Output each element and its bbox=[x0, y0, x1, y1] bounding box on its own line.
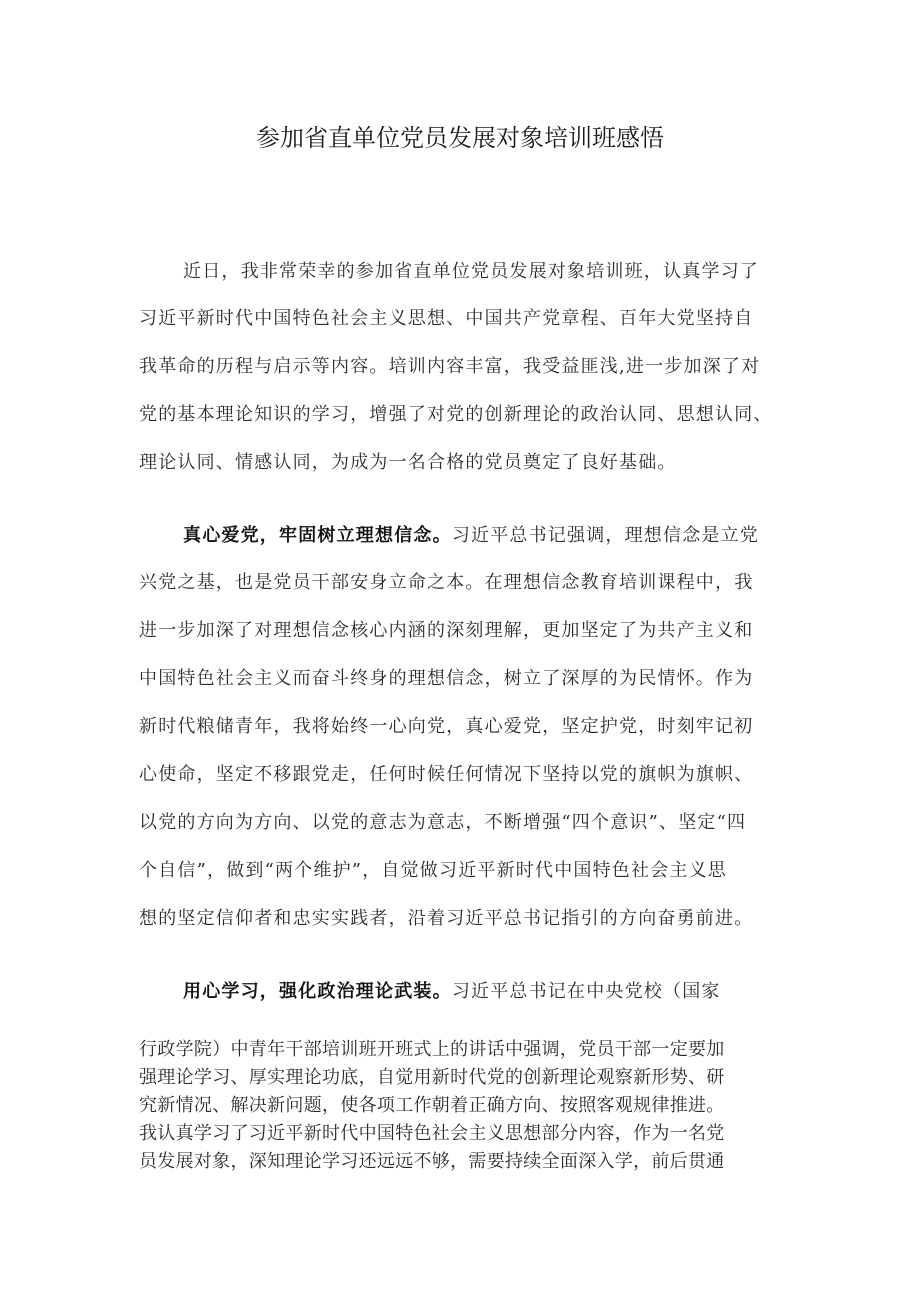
section-heading: 真心爱党，牢固树立理想信念。 bbox=[183, 525, 452, 546]
text-line: 以党的方向为方向、以党的意志为意志，不断增强“四个意识”、坚定“四 bbox=[139, 812, 747, 833]
text-line: 个自信”，做到“两个维护”，自觉做习近平新时代中国特色社会主义思 bbox=[139, 860, 728, 881]
text-line: 究新情况、解决新问题，使各项工作朝着正确方向、按照客观规律推进。 bbox=[139, 1095, 725, 1116]
text-span: 习近平总书记强调，理想信念是立党 bbox=[451, 525, 760, 546]
text-span: 习近平总书记在中央党校（国家 bbox=[451, 981, 721, 1002]
text-line bbox=[183, 522, 843, 550]
text-line: 强理论学习、厚实理论功底，自觉用新时代党的创新理论观察新形势、研 bbox=[139, 1067, 725, 1088]
text-line: 我认真学习了习近平新时代中国特色社会主义思想部分内容，作为一名党 bbox=[139, 1123, 725, 1144]
text-line: 员发展对象，深知理论学习还远远不够，需要持续全面深入学，前后贯通 bbox=[139, 1151, 725, 1172]
document-title: 参加省直单位党员发展对象培训班感悟 bbox=[256, 124, 664, 152]
text-line: 近日，我非常荣幸的参加省直单位党员发展对象培训班，认真学习了 bbox=[183, 261, 759, 282]
text-line: 习近平新时代中国特色社会主义思想、中国共产党章程、百年大党坚持自 bbox=[139, 308, 754, 329]
text-line: 我革命的历程与启示等内容。培训内容丰富，我受益匪浅,进一步加深了对 bbox=[139, 356, 761, 377]
text-line: 新时代粮储青年，我将始终一心向党，真心爱党，坚定护党，时刻牢记初 bbox=[139, 716, 754, 737]
text-line: 中国特色社会主义而奋斗终身的理想信念，树立了深厚的为民情怀。作为 bbox=[139, 668, 754, 689]
text-line: 理论认同、情感认同，为成为一名合格的党员奠定了良好基础。 bbox=[139, 452, 677, 473]
text-line: 党的基本理论知识的学习，增强了对党的创新理论的政治认同、思想认同、 bbox=[139, 404, 773, 425]
text-line: 心使命，坚定不移跟党走，任何时候任何情况下坚持以党的旗帜为旗帜、 bbox=[139, 764, 754, 785]
section-heading: 用心学习，强化政治理论武装。 bbox=[183, 981, 452, 1002]
text-line bbox=[183, 978, 843, 1006]
text-line: 行政学院）中青年干部培训班开班式上的讲话中强调，党员干部一定要加 bbox=[139, 1039, 725, 1060]
text-line: 进一步加深了对理想信念核心内涵的深刻理解，更加坚定了为共产主义和 bbox=[139, 620, 754, 641]
text-line: 想的坚定信仰者和忠实实践者，沿着习近平总书记指引的方向奋勇前进。 bbox=[139, 908, 754, 929]
text-line: 兴党之基，也是党员干部安身立命之本。在理想信念教育培训课程中，我 bbox=[139, 572, 754, 593]
